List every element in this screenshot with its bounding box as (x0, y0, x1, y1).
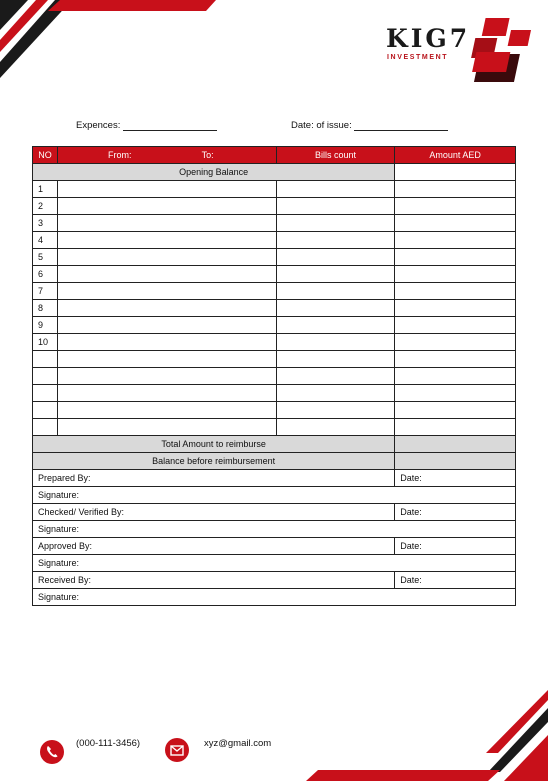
footer-phone: (000-111-3456) (76, 738, 141, 749)
table-row (33, 351, 516, 368)
row-bills-count[interactable] (276, 368, 395, 385)
prepared-by[interactable]: Prepared By: (33, 470, 395, 487)
row-from-to[interactable] (57, 266, 276, 283)
row-from-to[interactable] (57, 334, 276, 351)
row-amount[interactable] (395, 249, 516, 266)
row-from-to[interactable] (57, 402, 276, 419)
row-from-to[interactable] (57, 249, 276, 266)
checked-row (33, 504, 516, 521)
received-date[interactable]: Date: (395, 572, 516, 589)
col-header-bills: Bills count (276, 147, 395, 164)
col-header-from-to (57, 147, 276, 164)
table-row (33, 198, 516, 215)
col-header-from: From: (107, 150, 132, 160)
received-row (33, 572, 516, 589)
col-header-no: NO (33, 147, 58, 164)
total-label: Total Amount to reimburse (33, 436, 395, 453)
prepared-row (33, 470, 516, 487)
row-bills-count[interactable] (276, 266, 395, 283)
row-amount[interactable] (395, 351, 516, 368)
received-by[interactable]: Received By: (33, 572, 395, 589)
row-number: 4 (33, 232, 58, 249)
row-number (33, 385, 58, 402)
opening-balance-row (33, 164, 516, 181)
received-signature-row (33, 589, 516, 606)
balance-amount[interactable] (395, 453, 516, 470)
row-amount[interactable] (395, 402, 516, 419)
prepared-signature-row (33, 487, 516, 504)
row-bills-count[interactable] (276, 334, 395, 351)
row-from-to[interactable] (57, 181, 276, 198)
total-row (33, 436, 516, 453)
table-row (33, 368, 516, 385)
expense-table (32, 146, 516, 606)
row-number (33, 419, 58, 436)
opening-balance-label: Opening Balance (33, 164, 395, 181)
row-from-to[interactable] (57, 300, 276, 317)
table-row (33, 385, 516, 402)
prepared-signature[interactable]: Signature: (33, 487, 516, 504)
mail-icon (165, 738, 189, 762)
row-bills-count[interactable] (276, 419, 395, 436)
approved-by[interactable]: Approved By: (33, 538, 395, 555)
row-bills-count[interactable] (276, 215, 395, 232)
table-row (33, 334, 516, 351)
brand-subtitle: INVESTMENT (387, 54, 449, 61)
row-bills-count[interactable] (276, 317, 395, 334)
table-row (33, 249, 516, 266)
row-from-to[interactable] (57, 232, 276, 249)
phone-icon (40, 740, 64, 764)
col-header-to: To: (201, 150, 214, 160)
row-bills-count[interactable] (276, 402, 395, 419)
row-amount[interactable] (395, 232, 516, 249)
row-bills-count[interactable] (276, 249, 395, 266)
row-bills-count[interactable] (276, 385, 395, 402)
row-from-to[interactable] (57, 368, 276, 385)
date-of-issue-label: Date: of issue: (291, 120, 352, 131)
row-amount[interactable] (395, 385, 516, 402)
row-number: 9 (33, 317, 58, 334)
row-number: 7 (33, 283, 58, 300)
prepared-date[interactable]: Date: (395, 470, 516, 487)
row-number: 2 (33, 198, 58, 215)
row-from-to[interactable] (57, 419, 276, 436)
row-amount[interactable] (395, 198, 516, 215)
row-amount[interactable] (395, 283, 516, 300)
row-from-to[interactable] (57, 198, 276, 215)
opening-balance-amount[interactable] (395, 164, 516, 181)
expences-label: Expences: (76, 120, 121, 131)
table-row (33, 300, 516, 317)
row-bills-count[interactable] (276, 300, 395, 317)
row-number (33, 402, 58, 419)
balance-row (33, 453, 516, 470)
checked-by[interactable]: Checked/ Verified By: (33, 504, 395, 521)
row-number: 1 (33, 181, 58, 198)
table-row (33, 317, 516, 334)
row-amount[interactable] (395, 334, 516, 351)
table-row (33, 232, 516, 249)
row-number (33, 351, 58, 368)
checked-signature-row (33, 521, 516, 538)
date-of-issue-field[interactable] (291, 120, 448, 131)
row-number: 6 (33, 266, 58, 283)
row-amount[interactable] (395, 181, 516, 198)
brand-name: KIG7 (386, 24, 471, 53)
table-row (33, 283, 516, 300)
row-number: 5 (33, 249, 58, 266)
row-amount[interactable] (395, 266, 516, 283)
table-row (33, 266, 516, 283)
table-row (33, 181, 516, 198)
total-amount[interactable] (395, 436, 516, 453)
received-signature[interactable]: Signature: (33, 589, 516, 606)
date-of-issue-line[interactable] (354, 121, 448, 131)
table-row (33, 215, 516, 232)
row-amount[interactable] (395, 368, 516, 385)
row-bills-count[interactable] (276, 232, 395, 249)
row-number: 8 (33, 300, 58, 317)
row-bills-count[interactable] (276, 351, 395, 368)
row-bills-count[interactable] (276, 181, 395, 198)
checked-signature[interactable]: Signature: (33, 521, 516, 538)
row-amount[interactable] (395, 419, 516, 436)
row-from-to[interactable] (57, 385, 276, 402)
col-header-amount: Amount AED (395, 147, 516, 164)
row-bills-count[interactable] (276, 283, 395, 300)
row-amount[interactable] (395, 215, 516, 232)
row-amount[interactable] (395, 317, 516, 334)
table-row (33, 402, 516, 419)
balance-label: Balance before reimbursement (33, 453, 395, 470)
row-from-to[interactable] (57, 317, 276, 334)
row-number: 3 (33, 215, 58, 232)
table-row (33, 419, 516, 436)
table-header-row (33, 147, 516, 164)
checked-date[interactable]: Date: (395, 504, 516, 521)
expences-field[interactable] (76, 120, 217, 131)
approved-row (33, 538, 516, 555)
row-amount[interactable] (395, 300, 516, 317)
brand-logo (384, 16, 534, 86)
row-number: 10 (33, 334, 58, 351)
approved-signature-row (33, 555, 516, 572)
footer-email: xyz@gmail.com (204, 738, 272, 749)
row-number (33, 368, 58, 385)
approved-signature[interactable]: Signature: (33, 555, 516, 572)
row-from-to[interactable] (57, 351, 276, 368)
row-bills-count[interactable] (276, 198, 395, 215)
row-from-to[interactable] (57, 283, 276, 300)
expences-line[interactable] (123, 121, 217, 131)
row-from-to[interactable] (57, 215, 276, 232)
approved-date[interactable]: Date: (395, 538, 516, 555)
